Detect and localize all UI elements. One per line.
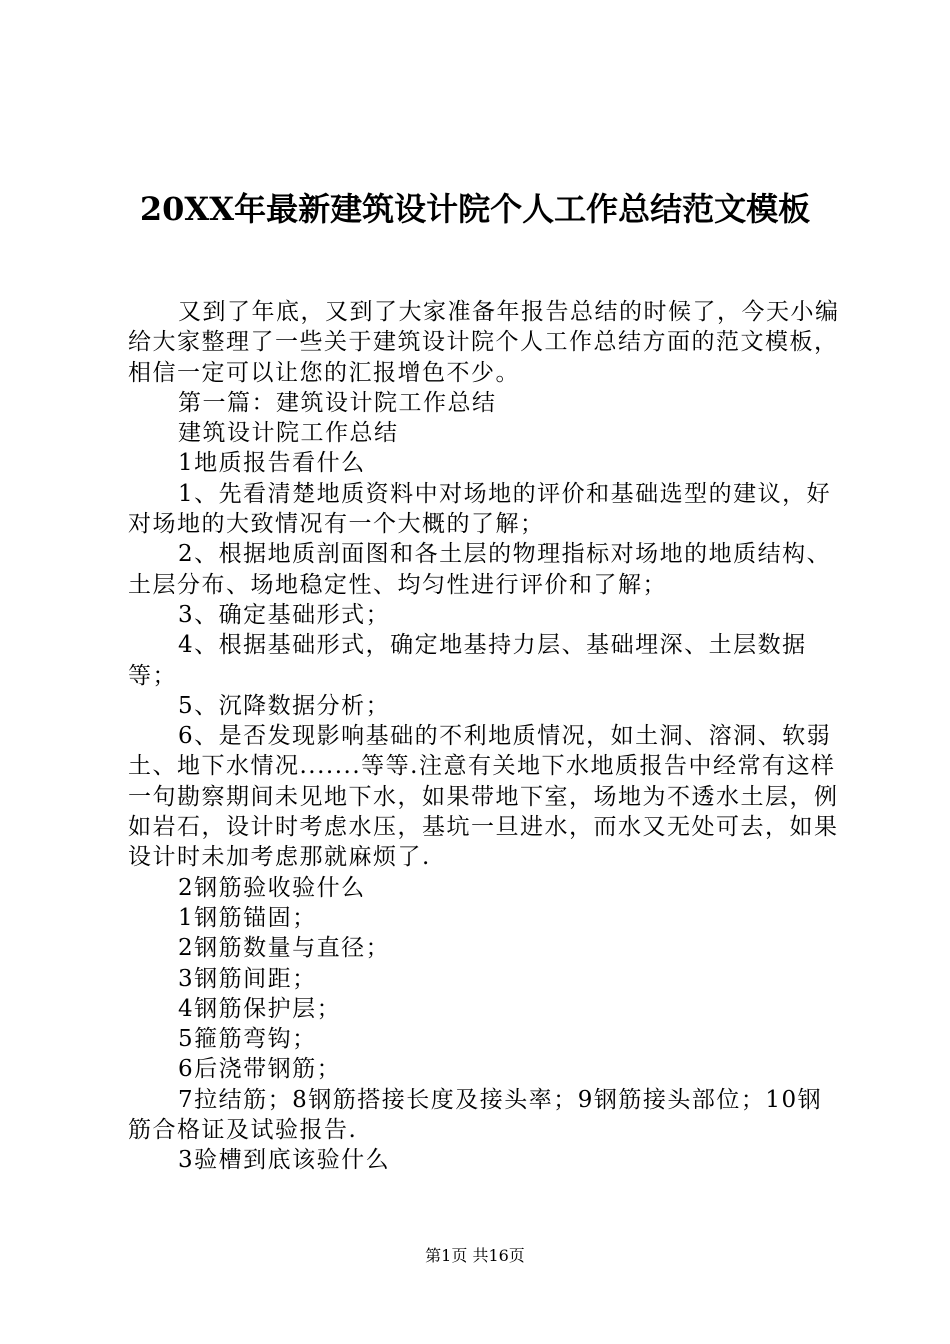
paragraph-heading-trench: 3验槽到底该验什么 (178, 1147, 391, 1174)
list-item: 1、先看清楚地质资料中对场地的评价和基础选型的建议，好对场地的大致情况有一个大概的了解； (128, 480, 832, 538)
paragraph-heading-rebar: 2钢筋验收验什么 (178, 874, 366, 901)
list-item: 3、确定基础形式； (178, 601, 391, 628)
paragraph-section-title: 建筑设计院工作总结 (178, 420, 399, 447)
paragraph-intro: 又到了年底，又到了大家准备年报告总结的时候了，今天小编给大家整理了一些关于建筑设计院个人工作总结方面的范文模板，相信一定可以让您的汇报增色不少。 (128, 299, 840, 386)
page-footer: 第1页 共16页 (425, 1246, 525, 1265)
list-item: 5箍筋弯钩； (178, 1026, 317, 1053)
document-title: 20XX年最新建筑设计院个人工作总结范文模板 (139, 190, 811, 228)
list-item: 6、是否发现影响基础的不利地质情况，如土洞、溶洞、软弱土、地下水情况.......等等.注意有关地下水地质报告中经常有这样一句勘察期间未见地下水，如果带地下室，场地为不透水土层，例如岩石，设计时考虑水压，基坑一旦进水，而水又无处可去，如果设计时未加考虑那就麻烦了. (128, 723, 839, 871)
list-item: 1钢筋锚固； (178, 904, 317, 931)
list-item: 5、沉降数据分析； (178, 692, 391, 719)
list-item: 2钢筋数量与直径； (178, 935, 391, 962)
list-item: 6后浇带钢筋； (178, 1056, 342, 1083)
paragraph-chapter-heading: 第一篇：建筑设计院工作总结 (178, 389, 497, 416)
list-item: 4钢筋保护层； (178, 995, 342, 1022)
list-item: 7拉结筋；8钢筋搭接长度及接头率；9钢筋接头部位；10钢筋合格证及试验报告. (128, 1086, 823, 1144)
list-item: 2、根据地质剖面图和各土层的物理指标对场地的地质结构、土层分布、场地稳定性、均匀性进行评价和了解； (128, 541, 832, 598)
list-item: 3钢筋间距； (178, 965, 317, 992)
document-body (128, 297, 840, 1176)
list-item: 4、根据基础形式，确定地基持力层、基础埋深、土层数据等； (128, 632, 807, 689)
paragraph-heading-geology: 1地质报告看什么 (178, 450, 366, 477)
